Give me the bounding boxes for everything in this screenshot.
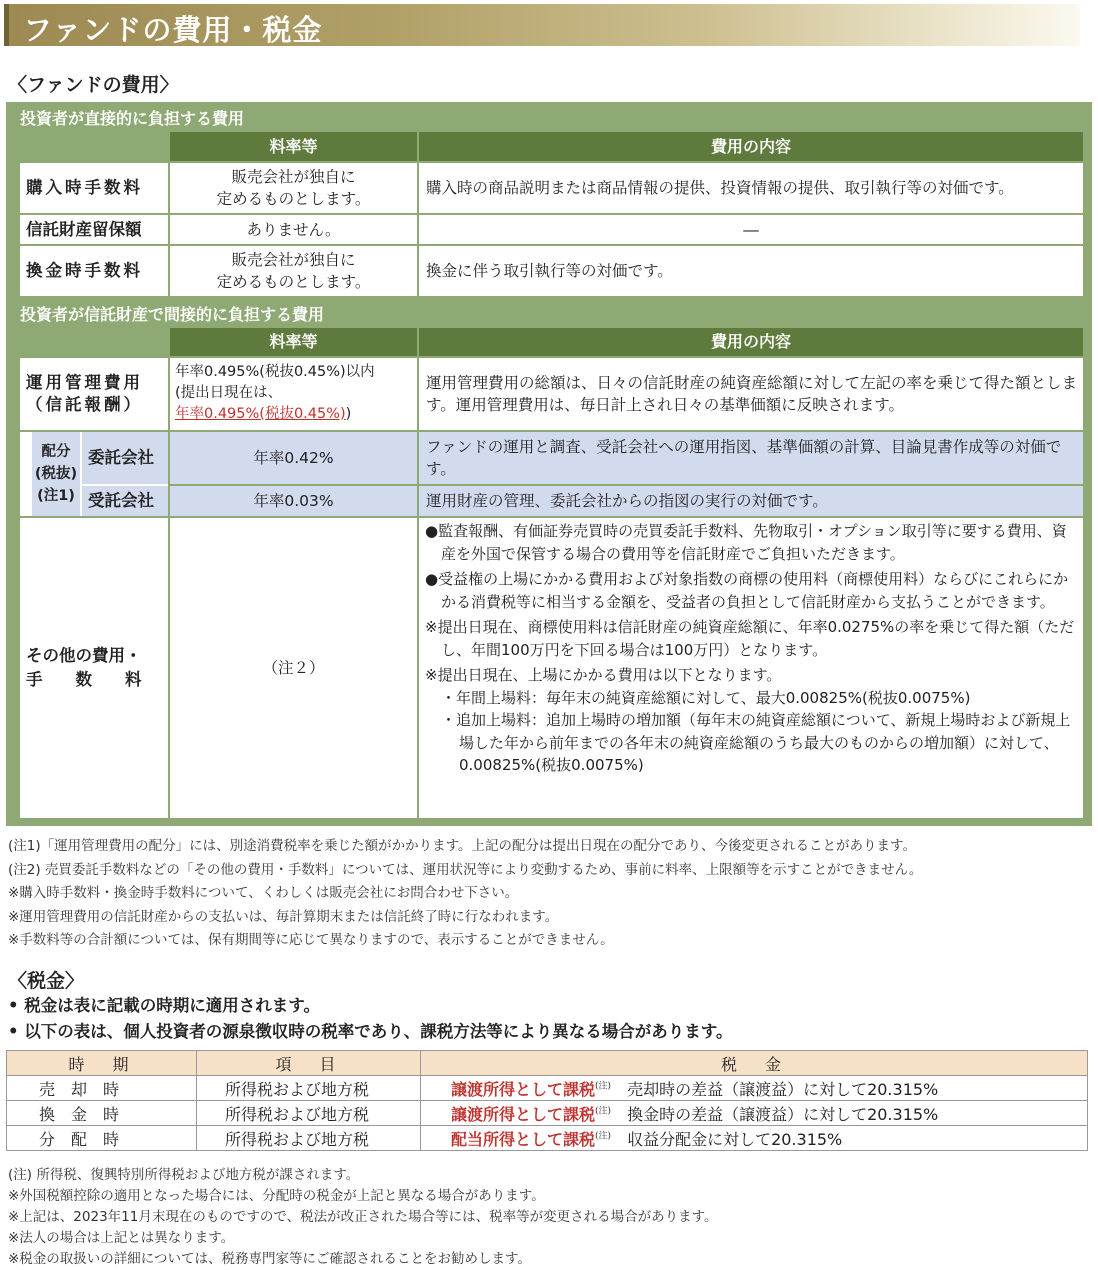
tax-header-item: 項 目 — [197, 1051, 421, 1076]
management-fee-rate — [170, 358, 417, 430]
purchase-fee-rate: 販売会社が独自に 定めるものとします。 — [170, 163, 417, 213]
tax-note: ※法人の場合は上記とは異なります。 — [8, 1230, 235, 1246]
tax-note-mark: (注) — [595, 1081, 612, 1092]
tax-type: 譲渡所得として課税 — [451, 1104, 596, 1124]
page-title: ファンドの費用・税金 — [23, 13, 323, 47]
management-fee-rate-max: 年率0.495%(税抜0.45%)以内 — [175, 364, 375, 380]
trustee-content: 運用財産の管理、委託会社からの指図の実行の対価です。 — [419, 486, 1083, 516]
tax-bullet: • 税金は表に記載の時期に適用されます。 — [8, 996, 320, 1015]
indirect-rate-header: 料率等 — [170, 328, 417, 356]
management-fee-label: 運用管理費用 （信託報酬） — [20, 358, 168, 430]
tax-notes — [8, 1165, 718, 1270]
fund-cost-heading: 〈ファンドの費用〉 — [8, 74, 179, 96]
tax-note-mark: (注) — [595, 1106, 612, 1117]
management-fee-rate-close: ) — [345, 406, 352, 422]
other-fee-content — [419, 518, 1083, 818]
table-row — [7, 1101, 1088, 1126]
redemption-fee-rate: 販売会社が独自に 定めるものとします。 — [170, 246, 417, 296]
other-note-trademark: ※提出日現在、商標使用料は信託財産の純資産総額に、年率0.0275%の率を乗じて得た額（ただし、年間100万円を下回る場合は100万円）となります。 — [425, 618, 1075, 659]
retention-content: ― — [419, 215, 1083, 244]
consignor-label: 委託会社 — [82, 432, 168, 484]
trustee-label: 受託会社 — [82, 486, 168, 516]
tax-detail: 換金時の差益（譲渡益）に対して20.315% — [627, 1104, 939, 1124]
tax-heading: 〈税金〉 — [8, 970, 85, 992]
tax-detail: 売却時の差益（譲渡益）に対して20.315% — [627, 1079, 939, 1099]
table-row — [7, 1076, 1088, 1101]
tax-note: (注) 所得税、復興特別所得税および地方税が課されます。 — [8, 1167, 360, 1183]
redemption-fee-content: 換金に伴う取引執行等の対価です。 — [419, 246, 1083, 296]
fee-note: ※手数料等の合計額については、保有期間等に応じて異なりますので、表示することができません。 — [8, 932, 614, 948]
fee-note: ※運用管理費用の信託財産からの支払いは、毎計算期末または信託終了時に行なわれます。 — [8, 908, 559, 925]
management-fee-rate-note: (提出日現在は、 — [175, 385, 283, 401]
other-bullet-audit: ●監査報酬、有価証券売買時の売買委託手数料、先物取引・オプション取引等に要する費用、資産を外国で保管する場合の費用等を信託財産でご負担いただきます。 — [425, 522, 1067, 563]
management-fee-rate-current: 年率0.495%(税抜0.45%) — [175, 406, 346, 422]
fee-note: (注1)「運用管理費用の配分」には、別途消費税率を乗じた額がかかります。上記の配分は提出日現在の配分であり、今後変更されることがあります。 — [8, 838, 916, 854]
fee-note: (注2) 売買委託手数料などの「その他の費用・手数料」については、運用状況等により変動するため、事前に料率、上限額等を示すことができません。 — [8, 861, 923, 878]
tax-note: ※税金の取扱いの詳細については、税務専門家等にご確認されることをお勧めします。 — [8, 1251, 531, 1267]
fee-note: ※購入時手数料・換金時手数料について、くわしくは販売会社にお問合わせ下さい。 — [8, 885, 519, 901]
tax-item: 所得税および地方税 — [197, 1101, 421, 1126]
redemption-fee-label: 換金時手数料 — [20, 246, 168, 296]
tax-note-mark: (注) — [595, 1131, 612, 1142]
table-row — [7, 1126, 1088, 1151]
tax-type: 譲渡所得として課税 — [451, 1079, 596, 1099]
fee-notes — [8, 835, 922, 953]
direct-rate-header: 料率等 — [170, 132, 417, 161]
tax-table — [6, 1050, 1088, 1151]
tax-header-timing: 時 期 — [7, 1051, 197, 1076]
purchase-fee-label: 購入時手数料 — [20, 163, 168, 213]
other-note-listing: ※提出日現在、上場にかかる費用は以下となります。 — [425, 666, 782, 684]
consignor-content: ファンドの運用と調査、受託会社への運用指図、基準価額の計算、目論見書作成等の対価です。 — [419, 432, 1083, 484]
tax-type: 配当所得として課税 — [451, 1129, 596, 1149]
consignor-rate: 年率0.42% — [170, 432, 417, 484]
other-fee-rate: （注２） — [170, 518, 417, 818]
direct-content-header: 費用の内容 — [419, 132, 1083, 161]
title-banner — [4, 4, 1080, 46]
indirect-cost-band: 投資者が信託財産で間接的に負担する費用 — [20, 305, 325, 324]
tax-bullets — [8, 993, 732, 1045]
tax-note: ※外国税額控除の適用となった場合には、分配時の税金が上記と異なる場合があります。 — [8, 1188, 545, 1204]
tax-timing: 分 配 時 — [7, 1126, 197, 1151]
indirect-content-header: 費用の内容 — [419, 328, 1083, 356]
direct-cost-band: 投資者が直接的に負担する費用 — [20, 109, 245, 128]
other-sub-annual: ・年間上場料：毎年末の純資産総額に対して、最大0.00825%(税抜0.0075%) — [441, 688, 971, 707]
tax-bullet: • 以下の表は、個人投資者の源泉徴収時の税率であり、課税方法等により異なる場合があります。 — [8, 1022, 733, 1041]
tax-header-tax: 税 金 — [421, 1051, 1088, 1076]
tax-item: 所得税および地方税 — [197, 1126, 421, 1151]
retention-rate: ありません。 — [170, 215, 417, 244]
retention-label: 信託財産留保額 — [20, 215, 168, 244]
tax-detail: 収益分配金に対して20.315% — [627, 1129, 843, 1149]
purchase-fee-content: 購入時の商品説明または商品情報の提供、投資情報の提供、取引執行等の対価です。 — [419, 163, 1083, 213]
tax-timing: 売 却 時 — [7, 1076, 197, 1101]
tax-note: ※上記は、2023年11月末現在のものですので、税法が改正された場合等には、税率等が変更される場合があります。 — [8, 1209, 718, 1225]
split-label: 配分 (税抜) (注1) — [32, 432, 80, 516]
management-fee-content: 運用管理費用の総額は、日々の信託財産の純資産総額に対して左記の率を乗じて得た額とします。運用管理費用は、毎日計上され日々の基準価額に反映されます。 — [419, 358, 1083, 430]
other-fee-label: その他の費用・ 手 数 料 — [20, 518, 168, 818]
other-sub-additional: ・追加上場料：追加上場時の増加額（毎年末の純資産総額について、新規上場時および新規上場した年から前年までの各年末の純資産総額のうち最大のものからの増加額）に対して、0.00825%(税抜0.0075%) — [441, 711, 1071, 774]
other-bullet-listing: ●受益権の上場にかかる費用および対象指数の商標の使用料（商標使用料）ならびにこれらにかかる消費税等に相当する金額を、受益者の負担として信託財産から支払うことができます。 — [425, 570, 1069, 611]
tax-item: 所得税および地方税 — [197, 1076, 421, 1101]
trustee-rate: 年率0.03% — [170, 486, 417, 516]
fund-cost-table — [6, 102, 1092, 826]
tax-timing: 換 金 時 — [7, 1101, 197, 1126]
